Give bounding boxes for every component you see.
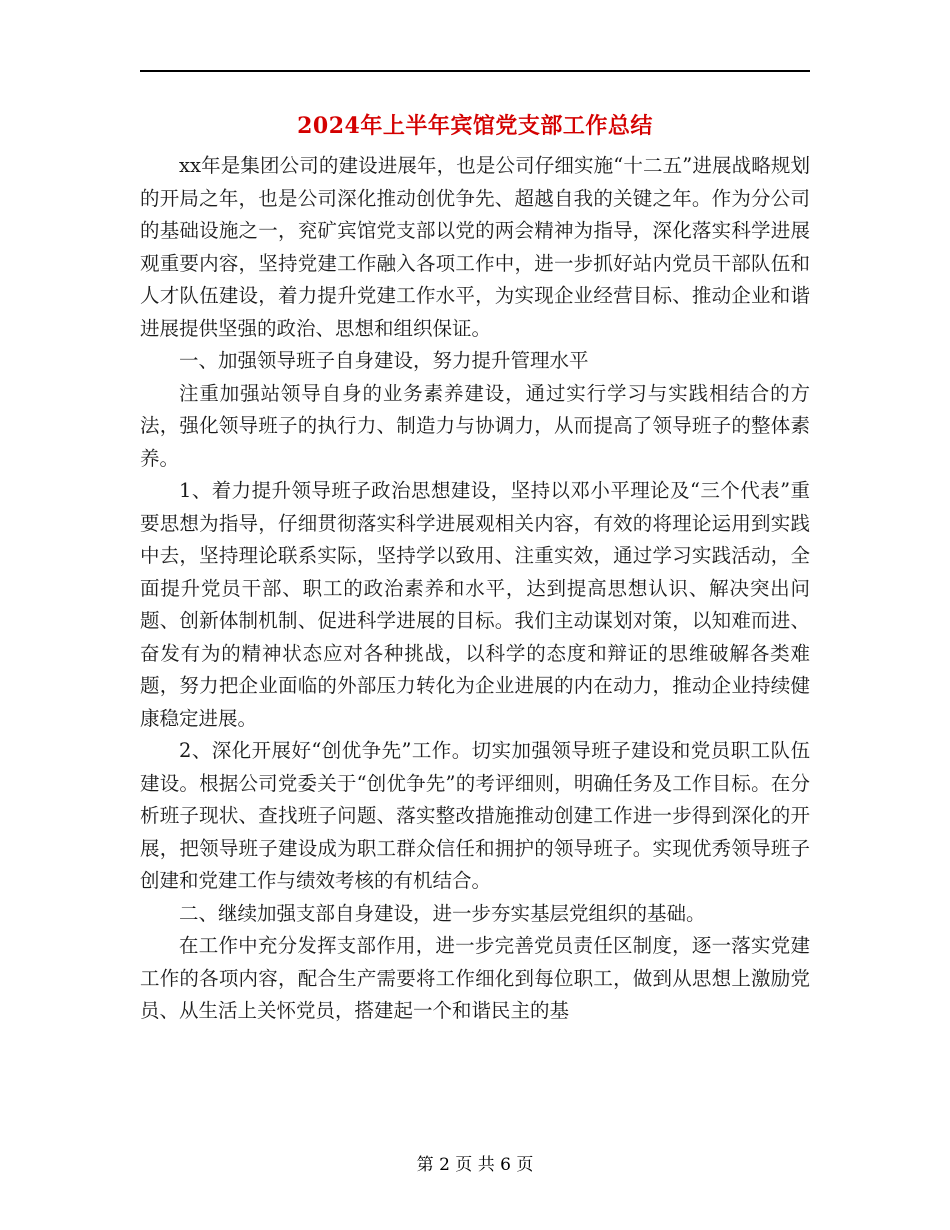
paragraph-section-2: 在工作中充分发挥支部作用，进一步完善党员责任区制度，逐一落实党建工作的各项内容，配合生产需要将工作细化到每位职工，做到从思想上激励党员、从生活上关怀党员，搭建起一个和谐民主的基 <box>140 934 810 1022</box>
paragraph-intro: xx年是集团公司的建设进展年，也是公司仔细实施“十二五”进展战略规划的开局之年，也是公司深化推动创优争先、超越自我的关键之年。作为分公司的基础设施之一，兖矿宾馆党支部以党的两会精神为指导，深化落实科学进展观重要内容，坚持党建工作融入各项工作中，进一步抓好站内党员干部队伍和人才队伍建设，着力提升党建工作水平，为实现企业经营目标、推动企业和谐进展提供坚强的政治、思想和组织保证。 <box>140 154 810 340</box>
section-heading-2: 二、继续加强支部自身建设，进一步夯实基层党组织的基础。 <box>179 901 706 925</box>
header-rule <box>140 70 810 72</box>
paragraph-section-1: 注重加强站领导自身的业务素养建设，通过实行学习与实践相结合的方法，强化领导班子的执行力、制造力与协调力，从而提高了领导班子的整体素养。 <box>140 381 810 470</box>
document-body <box>140 150 810 1028</box>
paragraph-item-2: 2、深化开展好“创优争先”工作。切实加强领导班子建设和党员职工队伍建设。根据公司党委关于“创优争先”的考评细则，明确任务及工作目标。在分析班子现状、查找班子问题、落实整改措施推动创建工作进一步得到深化的开展，把领导班子建设成为职工群众信任和拥护的领导班子。实现优秀领导班子创建和党建工作与绩效考核的有机结合。 <box>140 739 810 892</box>
paragraph-item-1: 1、着力提升领导班子政治思想建设，坚持以邓小平理论及“三个代表”重要思想为指导，仔细贯彻落实科学进展观相关内容，有效的将理论运用到实践中去，坚持理论联系实际，坚持学以致用、注重实效，通过学习实践活动，全面提升党员干部、职工的政治素养和水平，达到提高思想认识、解决突出问题、创新体制机制、促进科学进展的目标。我们主动谋划对策，以知难而进、奋发有为的精神状态应对各种挑战，以科学的态度和辩证的思维破解各类难题，努力把企业面临的外部压力转化为企业进展的内在动力，推动企业持续健康稳定进展。 <box>140 479 810 730</box>
document-title: 2024年上半年宾馆党支部工作总结 <box>297 113 653 139</box>
section-heading-1: 一、加强领导班子自身建设，努力提升管理水平 <box>179 349 589 372</box>
page-number-footer: 第 2 页 共 6 页 <box>416 1155 534 1175</box>
